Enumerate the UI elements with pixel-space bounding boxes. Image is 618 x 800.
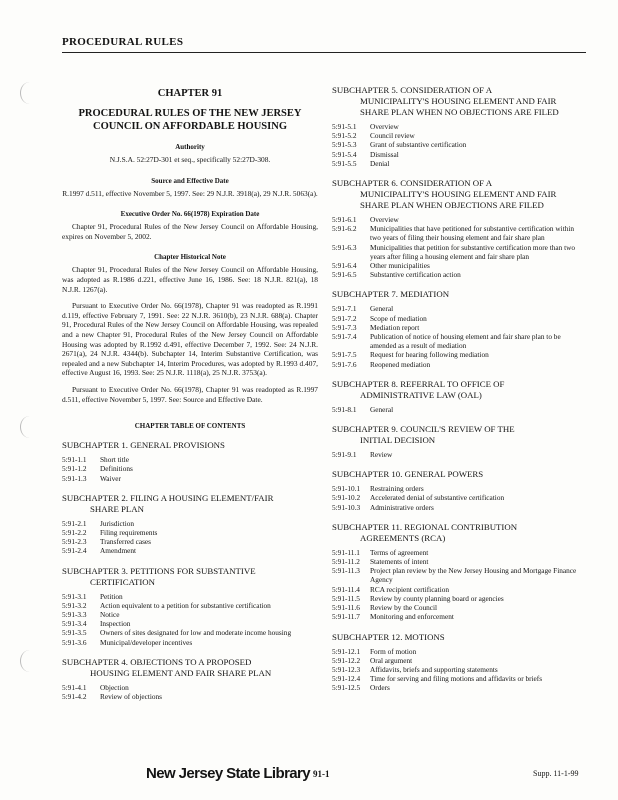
right-column [332,85,586,693]
section-list [332,215,586,279]
subchapter-title: SUBCHAPTER 4. OBJECTIONS TO A PROPOSED [62,656,252,667]
subchapter-heading [62,493,318,515]
section-title: Orders [370,683,390,693]
section-entry [332,612,586,621]
subchapter-heading [332,632,586,643]
subchapter-title: SUBCHAPTER 3. PETITIONS FOR SUBSTANTIVE [62,565,256,576]
section-title: Municipal/developer incentives [100,637,193,647]
section-number: 5:91-6.5 [332,270,357,280]
section-entry [62,592,318,601]
subchapter-heading [332,289,586,300]
section-title: Restraining orders [370,484,424,494]
subchapter-title: SUBCHAPTER 1. GENERAL PROVISIONS [62,440,225,451]
page-number: 91-1 [313,769,330,779]
section-entry [332,503,586,512]
section-number: 5:91-5.5 [332,158,357,168]
subchapter-heading [62,440,318,451]
subchapter [332,469,586,512]
subchapter [332,522,586,622]
section-title: Reopened mediation [370,359,431,369]
section-entry [332,665,586,674]
executive-order-text: Chapter 91, Procedural Rules of the New Jersey Council on Affordable Housing, expires on November 5, 2002. [62,222,318,241]
section-entry [62,683,318,692]
section-list [332,122,586,168]
historical-note-paragraph: Pursuant to Executive Order No. 66(1978), Chapter 91 was readopted as R.1991 d.119, effective February 7, 1991. See: 22 N.J.R. 3610(b), 23 N.J.R. 688(a). Chapter 91, Procedural Rules of the New Jersey Council on Affordable Housing, was repealed and a new Chapter 91, Procedural Rules of the New Jersey Council on Affordable Housing was adopted by R.1992 d.491, effective December 7, 1992. See: 24 N.J.R. 2671(a), 24 N.J.R. 4344(b). Subchapter 14, Interim Substantive Certification, was repealed and a new Subchapter 14, Interim Procedures, was adopted by R.1993 d.407, effective August 16, 1993. See: 25 N.J.R. 1118(a), 25 N.J.R. 3753(a). [62,301,318,378]
section-entry [62,619,318,628]
section-entry [332,557,586,566]
section-title: Time for serving and filing motions and affidavits or briefs [370,674,543,684]
section-number: 5:91-2.3 [62,537,87,547]
subchapter-heading [62,657,318,679]
section-title: General [370,304,394,314]
section-list [332,647,586,693]
subchapter-title-continued: SHARE PLAN [90,503,145,514]
running-header: PROCEDURAL RULES [62,36,184,48]
section-number: 5:91-7.6 [332,359,357,369]
section-entry [332,215,586,224]
section-title: Publication of notice of housing element and fair share plan to be amended as a result of mediation [370,332,561,351]
subchapter-title-continued: CERTIFICATION [90,576,155,587]
section-number: 5:91-5.4 [332,149,357,159]
section-title: Council review [370,131,415,141]
subchapter [332,379,586,414]
subchapter-title: SUBCHAPTER 2. FILING A HOUSING ELEMENT/FAIR [62,492,274,503]
subchapter [332,85,586,168]
section-title: Oral argument [370,655,413,665]
section-number: 5:91-11.6 [332,603,360,613]
section-number: 5:91-2.4 [62,546,87,556]
section-entry [332,674,586,683]
section-number: 5:91-7.5 [332,350,357,360]
table-of-contents-heading: CHAPTER TABLE OF CONTENTS [134,422,246,431]
subchapter-title: SUBCHAPTER 8. REFERRAL TO OFFICE OF [332,378,505,389]
section-number: 5:91-4.1 [62,682,87,692]
section-number: 5:91-7.3 [332,322,357,332]
section-entry [332,261,586,270]
section-entry [332,314,586,323]
section-entry [332,224,586,242]
section-entry [332,603,586,612]
section-title: Filing requirements [100,527,158,537]
subchapter-title: SUBCHAPTER 10. GENERAL POWERS [332,469,484,480]
section-title: Review of objections [100,691,163,701]
section-list [332,405,586,414]
subchapter-title: SUBCHAPTER 11. REGIONAL CONTRIBUTION [332,521,518,532]
subchapter-title-continued: MUNICIPALITY'S HOUSING ELEMENT AND FAIR SHARE PLAN WHEN OBJECTIONS ARE FILED [360,189,557,211]
header-rule [62,52,586,53]
section-title: Waiver [100,473,121,483]
section-title: Grant of substantive certification [370,140,467,150]
section-title: Short title [100,455,129,465]
section-title: Jurisdiction [100,518,135,528]
subchapter-heading [332,424,586,446]
subchapter-title: SUBCHAPTER 9. COUNCIL'S REVIEW OF THE [332,424,515,435]
subchapter-heading [332,85,586,118]
section-number: 5:91-12.1 [332,646,361,656]
section-entry [332,350,586,359]
historical-note-paragraph: Pursuant to Executive Order No. 66(1978), Chapter 91 was readopted as R.1997 d.511, effective November 5, 1997. See: Source and Effective Date. [62,384,318,404]
chapter-number: CHAPTER 91 [157,88,223,99]
section-title: Statements of intent [370,557,429,567]
section-entry [332,683,586,692]
section-entry [62,464,318,473]
chapter-title: PROCEDURAL RULES OF THE NEW JERSEY COUNCIL ON AFFORDABLE HOUSING [78,108,302,132]
supplement-date: Supp. 11-1-99 [533,769,579,778]
section-number: 5:91-7.2 [332,313,357,323]
section-list [332,304,586,368]
subchapter-heading [332,522,586,544]
section-number: 5:91-11.1 [332,547,360,557]
section-entry [62,692,318,701]
section-entry [332,243,586,261]
subchapter-heading [332,469,586,480]
section-title: Mediation report [370,322,420,332]
section-number: 5:91-10.3 [332,502,361,512]
section-entry [332,656,586,665]
subchapter-title-continued: ADMINISTRATIVE LAW (OAL) [360,389,482,400]
section-number: 5:91-11.7 [332,612,360,622]
section-number: 5:91-9.1 [332,450,357,460]
section-number: 5:91-5.1 [332,122,357,131]
subchapter-title-continued: HOUSING ELEMENT AND FAIR SHARE PLAN [90,667,272,678]
section-number: 5:91-12.3 [332,664,361,674]
section-title: Denial [370,158,390,168]
section-entry [62,610,318,619]
subchapter [62,493,318,556]
section-number: 5:91-1.1 [62,455,87,465]
section-number: 5:91-6.4 [332,261,357,271]
section-title: Form of motion [370,646,417,656]
authority-heading: Authority [175,143,205,151]
section-number: 5:91-1.2 [62,464,87,474]
section-number: 5:91-6.2 [332,224,357,234]
section-entry [332,548,586,557]
subchapter-heading [62,566,318,588]
section-entry [332,360,586,369]
section-number: 5:91-11.4 [332,584,360,594]
section-title: Action equivalent to a petition for substantive certification [100,600,271,610]
section-entry [332,585,586,594]
section-entry [332,493,586,502]
library-stamp: New Jersey State Library [146,765,311,782]
subchapter-heading [332,178,586,211]
section-title: Owners of sites designated for low and moderate income housing [100,628,292,638]
section-number: 5:91-12.5 [332,683,361,693]
section-list [332,484,586,512]
section-number: 5:91-10.1 [332,484,361,494]
section-title: Petition [100,591,123,601]
historical-note-heading: Chapter Historical Note [154,253,226,262]
section-number: 5:91-5.3 [332,140,357,150]
section-list [62,519,318,556]
subchapter [332,632,586,693]
section-list [62,683,318,701]
section-title: Affidavits, briefs and supporting statements [370,664,498,674]
section-title: Terms of agreement [370,547,429,557]
section-title: Overview [370,122,399,131]
section-number: 5:91-6.3 [332,242,357,252]
section-entry [62,528,318,537]
section-number: 5:91-11.3 [332,566,360,576]
section-title: Review [370,450,393,460]
section-entry [332,270,586,279]
section-title: Objection [100,682,129,692]
section-number: 5:91-3.3 [62,609,87,619]
section-title: Dismissal [370,149,399,159]
section-title: Municipalities that petition for substantive certification more than two years after filing a housing element and fair share plan [370,242,576,261]
subchapter-title: SUBCHAPTER 6. CONSIDERATION OF A [332,178,493,189]
section-title: RCA recipient certification [370,584,450,594]
section-title: Accelerated denial of substantive certification [370,493,505,503]
section-number: 5:91-11.5 [332,593,360,603]
section-entry [332,159,586,168]
section-entry [62,546,318,555]
section-title: Review by county planning board or agencies [370,593,504,603]
section-number: 5:91-7.4 [332,332,357,342]
right-subchapter-list [332,85,586,693]
section-title: Transferred cases [100,537,151,547]
binder-hole [20,650,39,672]
subchapter [62,657,318,701]
section-entry [332,484,586,493]
subchapter [62,440,318,483]
subchapter-heading [332,379,586,401]
subchapter-title-continued: AGREEMENTS (RCA) [360,532,446,543]
binder-hole [20,416,39,438]
subchapter-title-continued: MUNICIPALITY'S HOUSING ELEMENT AND FAIR SHARE PLAN WHEN NO OBJECTIONS ARE FILED [360,96,559,117]
section-title: Definitions [100,464,133,474]
section-entry [332,131,586,140]
section-number: 5:91-2.2 [62,527,87,537]
section-entry [332,304,586,313]
subchapter-title-continued: INITIAL DECISION [360,435,436,446]
section-title: Inspection [100,619,131,629]
section-entry [62,474,318,483]
section-number: 5:91-5.2 [332,131,357,141]
section-number: 5:91-3.5 [62,628,87,638]
section-title: Monitoring and enforcement [370,612,454,622]
executive-order-heading: Executive Order No. 66(1978) Expiration Date [120,210,260,219]
section-entry [62,628,318,637]
section-title: Overview [370,215,399,225]
section-entry [332,150,586,159]
section-entry [332,323,586,332]
section-number: 5:91-3.4 [62,619,87,629]
section-title: Municipalities that have petitioned for substantive certification within two years of filing their housing element and fair share plan [370,224,575,243]
section-title: Request for hearing following mediation [370,350,489,360]
section-title: Amendment [100,546,137,556]
section-number: 5:91-6.1 [332,215,357,225]
section-title: Scope of mediation [370,313,427,323]
section-entry [332,140,586,149]
source-text: R.1997 d.511, effective November 5, 1997. See: 29 N.J.R. 3918(a), 29 N.J.R. 5063(a). [62,188,318,198]
section-entry [62,601,318,610]
section-list [62,455,318,483]
section-number: 5:91-10.2 [332,493,361,503]
section-number: 5:91-8.1 [332,404,357,414]
subchapter-title: SUBCHAPTER 12. MOTIONS [332,631,445,642]
authority-text: N.J.S.A. 52:27D-301 et seq., specifically 52:27D-308. [109,155,271,164]
section-number: 5:91-3.6 [62,637,87,647]
section-entry [332,122,586,131]
section-list [62,592,318,647]
subchapter-title: SUBCHAPTER 7. MEDIATION [332,289,450,300]
section-title: Review by the Council [370,603,438,613]
left-column [62,62,318,701]
section-entry [62,519,318,528]
section-title: Administrative orders [370,502,434,512]
section-title: Other municipalities [370,261,430,271]
historical-note-paragraph: Chapter 91, Procedural Rules of the New Jersey Council on Affordable Housing, was adopted as R.1986 d.221, effective June 16, 1986. See: 18 N.J.R. 821(a), 18 N.J.R. 1267(a). [62,265,318,294]
section-number: 5:91-12.2 [332,655,361,665]
section-list [332,450,586,459]
section-number: 5:91-2.1 [62,518,87,528]
subchapter [332,424,586,459]
section-number: 5:91-7.1 [332,304,357,314]
section-entry [62,455,318,464]
section-entry [62,638,318,647]
subchapter-title: SUBCHAPTER 5. CONSIDERATION OF A [332,85,493,95]
section-title: Notice [100,609,120,619]
section-entry [332,566,586,584]
section-title: General [370,404,394,414]
binder-hole [20,82,39,104]
subchapter [332,289,586,368]
section-title: Project plan review by the New Jersey Housing and Mortgage Finance Agency [370,566,577,585]
subchapter [332,178,586,279]
section-number: 5:91-3.1 [62,591,87,601]
section-title: Substantive certification action [370,270,461,280]
section-entry [332,332,586,350]
section-entry [62,537,318,546]
source-heading: Source and Effective Date [151,176,229,185]
section-number: 5:91-3.2 [62,600,87,610]
subchapter [62,566,318,647]
section-entry [332,594,586,603]
section-number: 5:91-4.2 [62,691,87,701]
section-entry [332,405,586,414]
left-subchapter-list [62,440,318,701]
section-number: 5:91-1.3 [62,473,87,483]
section-list [332,548,586,622]
section-entry [332,647,586,656]
section-entry [332,450,586,459]
section-number: 5:91-12.4 [332,674,361,684]
section-number: 5:91-11.2 [332,557,360,567]
